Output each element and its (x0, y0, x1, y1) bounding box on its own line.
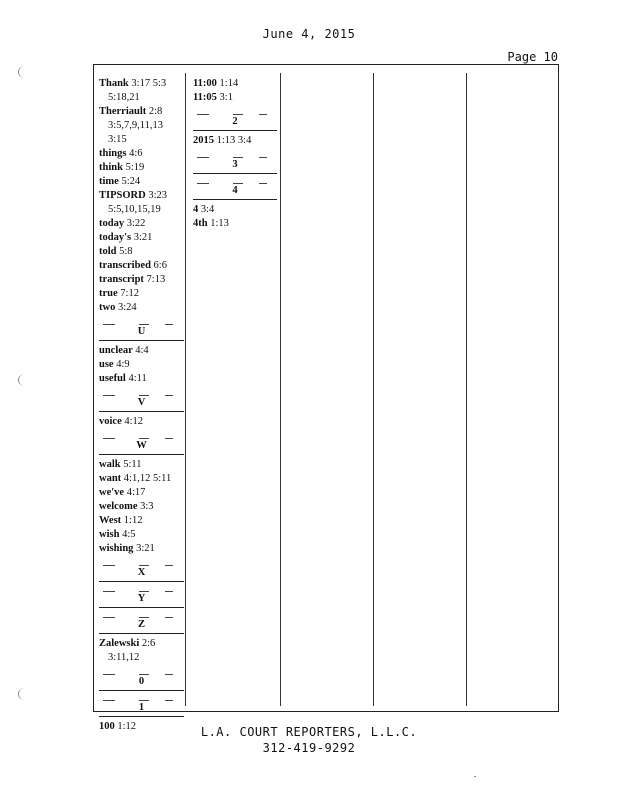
section-letter: 3 (232, 159, 238, 170)
index-word: Thank (99, 78, 129, 89)
index-entry (99, 161, 184, 175)
index-entry (99, 415, 184, 429)
index-word: today (99, 218, 125, 229)
index-entry-continuation: 3:5,7,9,11,13 (108, 120, 164, 131)
scan-speck (474, 776, 476, 777)
index-word: use (99, 359, 114, 370)
page-line-refs: 3:1 (219, 92, 233, 103)
section-letter: W (136, 440, 147, 451)
index-word: wishing (99, 543, 134, 554)
index-word: transcript (99, 274, 144, 285)
section-letter: 2 (232, 116, 238, 127)
page-line-refs: 4:5 (122, 529, 136, 540)
header-date: June 4, 2015 (262, 27, 356, 41)
page-line-refs: 2:8 (148, 106, 163, 117)
page-line-refs: 7:12 (120, 288, 139, 299)
page-line-refs: 3:21 (133, 232, 153, 243)
index-word: useful (99, 373, 126, 384)
index-word: unclear (99, 345, 133, 356)
index-word: true (99, 288, 118, 299)
index-entry (99, 358, 184, 372)
index-entry (99, 287, 184, 301)
page-line-refs: 3:23 (148, 190, 167, 201)
punch-hole-mark (18, 688, 31, 700)
page-line-refs: 2:6 (141, 638, 156, 649)
page-line-refs: 1:13 3:4 (216, 135, 252, 146)
page-line-refs: 1:12 (123, 515, 143, 526)
index-column-2 (193, 77, 277, 231)
index-word: 100 (99, 721, 115, 732)
index-entry (99, 217, 184, 231)
index-section-header (99, 612, 184, 634)
index-entry (99, 344, 184, 358)
index-entry (193, 91, 277, 105)
page-line-refs: 4:9 (116, 359, 130, 370)
index-entry (99, 77, 184, 91)
page-line-refs: 1:14 (219, 78, 239, 89)
index-section-header (99, 433, 184, 455)
index-word: voice (99, 416, 122, 427)
index-entry (99, 637, 184, 651)
index-word: things (99, 148, 127, 159)
index-entry (99, 542, 184, 556)
index-entry (99, 514, 184, 528)
index-section-header (193, 152, 277, 174)
index-entry (193, 203, 277, 217)
index-entry (99, 486, 184, 500)
section-letter: U (137, 326, 146, 337)
punch-hole-mark (18, 66, 31, 78)
page-line-refs: 4:17 (126, 487, 146, 498)
page-line-refs: 7:13 (146, 274, 166, 285)
page-line-refs: 3:17 5:3 (131, 78, 167, 89)
index-section-header (99, 560, 184, 582)
index-entry (99, 372, 184, 386)
page-line-refs: 4:4 (135, 345, 149, 356)
index-entry-continuation: 5:18,21 (108, 92, 140, 103)
section-letter: Y (137, 593, 146, 604)
column-rule (466, 73, 467, 706)
index-word: today's (99, 232, 132, 243)
index-section-header (99, 390, 184, 412)
section-letter: Z (137, 619, 145, 630)
page-line-refs: 3:4 (200, 204, 215, 215)
index-word: wish (99, 529, 120, 540)
page-line-refs: 5:19 (125, 162, 145, 173)
index-word: 4 (193, 204, 199, 215)
index-entry (193, 77, 277, 91)
index-entry (99, 259, 184, 273)
index-word: 11:00 (193, 78, 217, 89)
footer-phone: 312-419-9292 (262, 741, 356, 755)
index-entry-continuation: 5:5,10,15,19 (108, 204, 161, 215)
index-entry (99, 189, 184, 203)
index-entry (99, 105, 184, 119)
index-entry (193, 217, 277, 231)
index-entry (99, 500, 184, 514)
index-word: time (99, 176, 119, 187)
page-line-refs: 5:8 (119, 246, 133, 257)
punch-hole-mark (18, 374, 31, 386)
index-section-header (99, 586, 184, 608)
index-section-header (193, 109, 277, 131)
index-entry (99, 175, 184, 189)
page-line-refs: 6:6 (153, 260, 167, 271)
index-word: Therriault (99, 106, 147, 117)
index-entry (99, 528, 184, 542)
column-rule (373, 73, 374, 706)
index-word: welcome (99, 501, 138, 512)
index-entry (99, 231, 184, 245)
index-section-header (99, 319, 184, 341)
index-entry (99, 273, 184, 287)
index-word: Zalewski (99, 638, 140, 649)
page-line-refs: 4:12 (124, 416, 144, 427)
page-line-refs: 4:1,12 5:11 (123, 473, 172, 484)
footer-company: L.A. COURT REPORTERS, L.L.C. (200, 725, 418, 739)
page-line-refs: 5:11 (123, 459, 142, 470)
page-line-refs: 3:22 (126, 218, 146, 229)
index-entry (99, 147, 184, 161)
page-line-refs: 3:21 (136, 543, 155, 554)
index-entry (99, 458, 184, 472)
index-entry (99, 301, 184, 315)
section-letter: V (137, 397, 146, 408)
index-column-1 (99, 77, 184, 734)
page-line-refs: 5:24 (121, 176, 141, 187)
page-line-refs: 1:12 (117, 721, 137, 732)
index-entry-continuation: 3:15 (108, 134, 127, 145)
index-word: TIPSORD (99, 190, 146, 201)
section-letter: 4 (232, 185, 238, 196)
index-word: walk (99, 459, 121, 470)
index-word: want (99, 473, 122, 484)
column-rule (185, 73, 186, 706)
page-line-refs: 4:11 (128, 373, 147, 384)
index-section-header (99, 669, 184, 691)
index-word: 11:05 (193, 92, 217, 103)
page-number: Page 10 (507, 50, 558, 64)
index-entry (193, 134, 277, 148)
index-section-header (193, 178, 277, 200)
index-word: 4th (193, 218, 208, 229)
index-word: think (99, 162, 123, 173)
index-word: told (99, 246, 117, 257)
index-word: two (99, 302, 116, 313)
index-word: West (99, 515, 122, 526)
index-entry-continuation: 3:11,12 (108, 652, 140, 663)
index-word: 2015 (193, 135, 214, 146)
section-letter: 1 (138, 702, 145, 713)
index-word: transcribed (99, 260, 151, 271)
section-letter: 0 (138, 676, 145, 687)
column-rule (280, 73, 281, 706)
section-letter: X (137, 567, 146, 578)
index-word: we've (99, 487, 125, 498)
page-line-refs: 3:3 (140, 501, 154, 512)
index-entry (99, 472, 184, 486)
page-line-refs: 1:13 (210, 218, 229, 229)
index-section-header (99, 695, 184, 717)
page-line-refs: 4:6 (129, 148, 143, 159)
page-line-refs: 3:24 (117, 302, 137, 313)
index-entry (99, 245, 184, 259)
